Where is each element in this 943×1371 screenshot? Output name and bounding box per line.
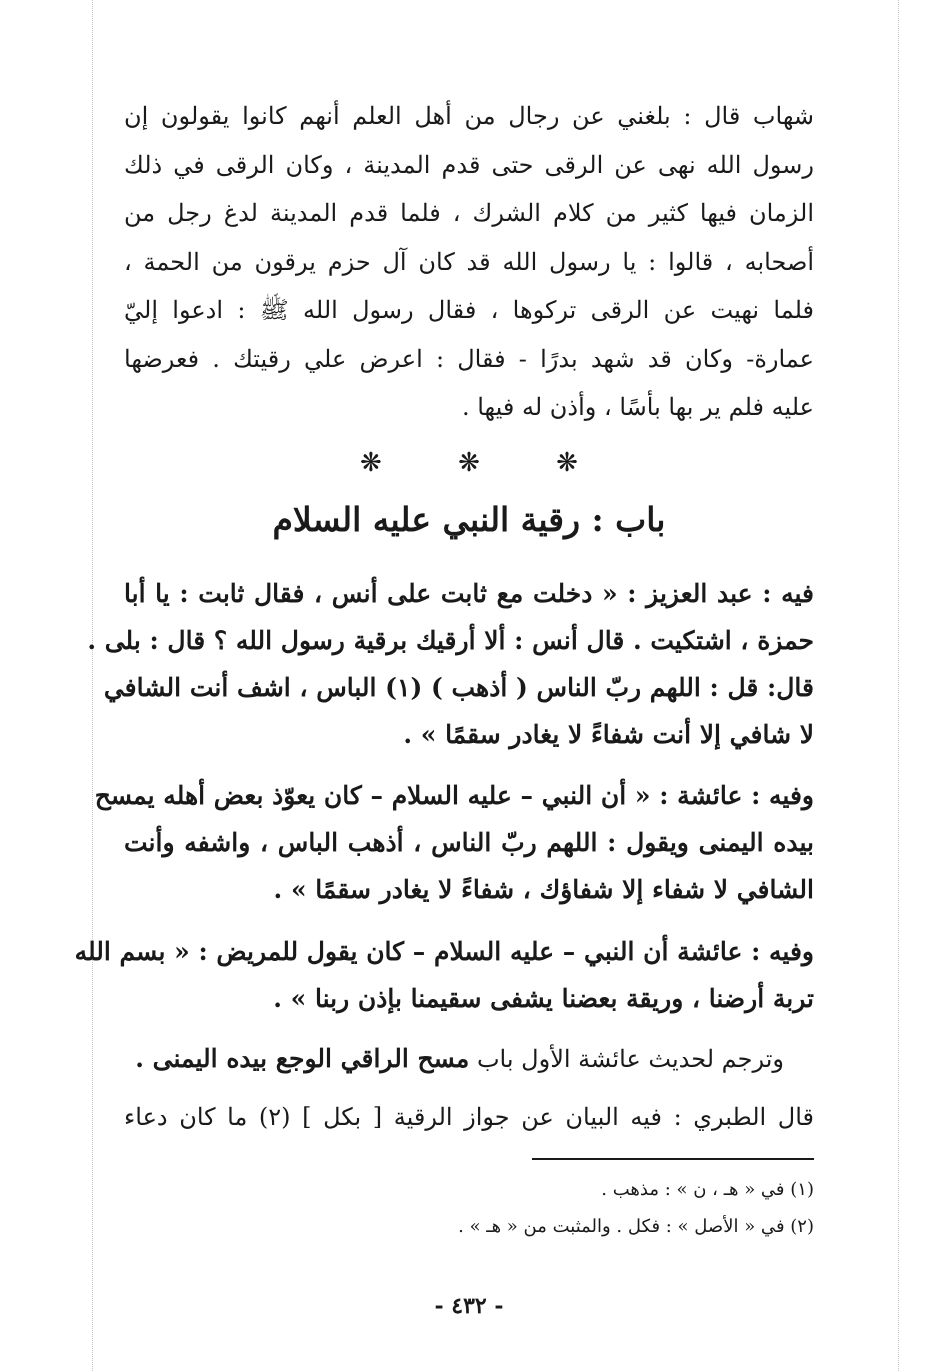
text-line: لا شافي إلا أنت شفاءً لا يغادر سقمًا » .	[403, 720, 814, 749]
star-ornament-icon: ❋	[556, 448, 578, 478]
footnote-2: (٢) في « الأصل » : فكل . والمثبت من « هـ » .	[458, 1216, 814, 1237]
scan-edge-right	[898, 0, 899, 1371]
chapter-title: باب : رقية النبي عليه السلام	[272, 500, 666, 539]
translation-normal-text: وترجم لحديث عائشة الأول باب	[476, 1045, 784, 1073]
text-line: بيده اليمنى ويقول : اللهم ربّ الناس ، أذهب الباس ، واشفه وأنت	[124, 828, 814, 857]
text-line: شهاب قال : بلغني عن رجال من أهل العلم أنهم كانوا يقولون إن	[124, 102, 814, 130]
text-line: رسول الله نهى عن الرقى حتى قدم المدينة ، وكان الرقى في ذلك	[124, 150, 814, 179]
star-ornament-icon: ❋	[458, 448, 480, 478]
text-line: الزمان فيها كثير من كلام الشرك ، فلما قدم المدينة لدغ رجل من	[124, 199, 814, 227]
hadith-anas	[87, 570, 814, 758]
text-line: فلما نهيت عن الرقى تركوها ، فقال رسول الله ﷺ : ادعوا إليّ	[124, 296, 814, 324]
text-line: عليه فلم ير بها بأسًا ، وأذن له فيها .	[461, 393, 814, 421]
scan-edge-left	[92, 0, 93, 1371]
tabari-line: قال الطبري : فيه البيان عن جواز الرقية [ بكل ] (٢) ما كان دعاء	[124, 1103, 815, 1131]
text-line: الشافي لا شفاء إلا شفاؤك ، شفاءً لا يغادر سقمًا » .	[273, 875, 814, 904]
translation-bold-text: مسح الراقي الوجع بيده اليمنى .	[135, 1044, 470, 1073]
text-line: قال: قل : اللهم ربّ الناس ( أذهب ) (١) الباس ، اشف أنت الشافي	[103, 673, 814, 702]
page-number: - ٤٣٢ -	[434, 1293, 504, 1319]
text-line: فيه : عبد العزيز : « دخلت مع ثابت على أنس ، فقال ثابت : يا أبا	[124, 579, 814, 608]
hadith-aisha-1	[94, 772, 814, 913]
star-ornament-icon: ❋	[360, 448, 382, 478]
opening-paragraph	[124, 92, 814, 432]
text-line: تربة أرضنا ، وريقة بعضنا يشفى سقيمنا بإذن ربنا » .	[273, 984, 814, 1013]
text-line: أصحابه ، قالوا : يا رسول الله قد كان آل حزم يرقون من الحمة ،	[124, 247, 814, 276]
text-line: حمزة ، اشتكيت . قال أنس : ألا أرقيك برقية رسول الله ؟ قال : بلى .	[87, 626, 814, 655]
hadith-aisha-2	[74, 928, 814, 1022]
text-line: وفيه : عائشة : « أن النبي – عليه السلام – كان يعوّذ بعض أهله يمسح	[94, 781, 814, 810]
text-line: عمارة- وكان قد شهد بدرًا - فقال : اعرض علي رقيتك . فعرضها	[124, 344, 814, 373]
section-separator	[124, 448, 814, 478]
footnote-1: (١) في « هـ ، ن » : مذهب .	[601, 1179, 814, 1200]
text-line: وفيه : عائشة أن النبي – عليه السلام – كان يقول للمريض : « بسم الله	[74, 937, 814, 966]
translation-note	[124, 1036, 814, 1082]
footnote-divider	[532, 1158, 814, 1160]
